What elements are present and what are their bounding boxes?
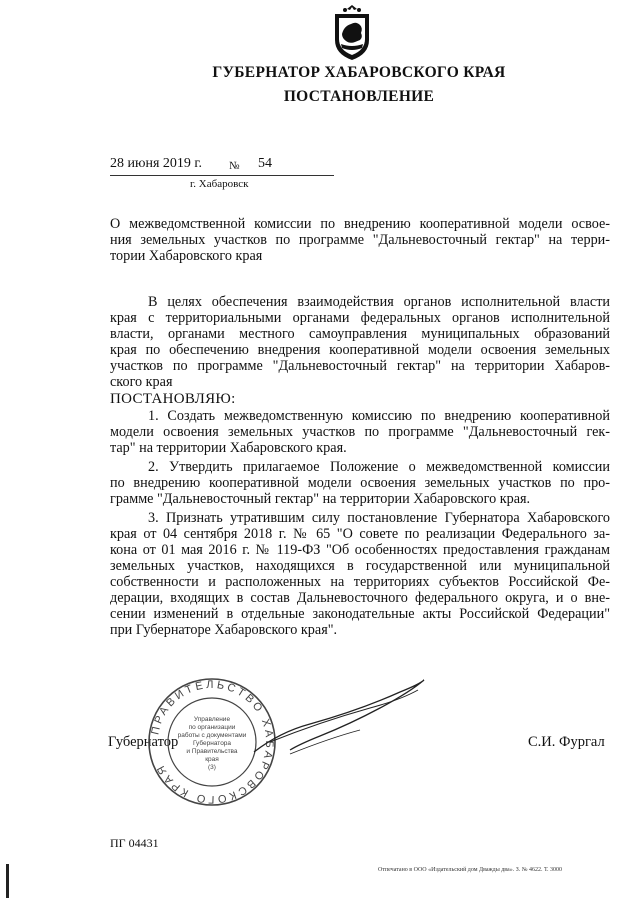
text-line: тар" на территории Хабаровского края. bbox=[110, 440, 347, 456]
text-line: модели освоения земельных участков по программе "Дальневосточный гек- bbox=[110, 424, 610, 440]
city: г. Хабаровск bbox=[190, 178, 249, 190]
decree-word: ПОСТАНОВЛЯЮ: bbox=[110, 391, 236, 407]
number-sign: № bbox=[229, 160, 240, 172]
text-line: при Губернаторе Хабаровского края". bbox=[110, 622, 338, 638]
text-line: сении изменений в отдельные законодательные акты Российской Федерации" bbox=[110, 606, 610, 622]
text-line: 3. Признать утратившим силу постановление Губернатора Хабаровского bbox=[148, 510, 610, 526]
text-line: 2. Утвердить прилагаемое Положение о межведомственной комиссии bbox=[148, 459, 610, 475]
text-line: В целях обеспечения взаимодействия органов исполнительной власти bbox=[148, 294, 610, 310]
text-line: собственности и расположенных на территориях субъектов Российской Фе- bbox=[110, 574, 610, 590]
document-date: 28 июня 2019 г. bbox=[110, 156, 203, 171]
signatory-position: Губернатор bbox=[108, 734, 179, 750]
text-line: по внедрению кооперативной модели освоения земельных участков по про- bbox=[110, 475, 610, 491]
svg-text:края: края bbox=[205, 756, 219, 763]
text-line: власти, органами местного самоуправления муниципальных образований bbox=[110, 326, 610, 342]
text-line: грамме "Дальневосточный гектар" на территории Хабаровского края. bbox=[110, 491, 531, 507]
document-code: ПГ 04431 bbox=[110, 836, 159, 850]
svg-text:(3): (3) bbox=[208, 764, 216, 771]
document-type: ПОСТАНОВЛЕНИЕ bbox=[283, 88, 435, 105]
authority-title: ГУБЕРНАТОР ХАБАРОВСКОГО КРАЯ bbox=[212, 64, 506, 81]
svg-text:по организации: по организации bbox=[188, 724, 236, 731]
text-line: 1. Создать межведомственную комиссию по внедрению кооперативной bbox=[148, 408, 610, 424]
handwritten-signature bbox=[250, 672, 430, 762]
text-line: края с территориальными органами федеральных органов исполнительной bbox=[110, 310, 610, 326]
item-1 bbox=[110, 408, 610, 456]
item-2 bbox=[110, 459, 610, 507]
subject-line: тории Хабаровского края bbox=[110, 248, 263, 264]
date-number-line bbox=[110, 155, 334, 176]
document-number: 54 bbox=[258, 156, 272, 171]
printer-imprint: Отпечатано в ООО «Издательский дом Дважды два». З. № 4622. Т. 3000 bbox=[378, 867, 563, 873]
svg-text:Губернатора: Губернатора bbox=[192, 740, 232, 747]
signatory-name: С.И. Фургал bbox=[528, 734, 605, 750]
svg-text:и Правительства: и Правительства bbox=[186, 748, 238, 755]
svg-text:работы с документами: работы с документами bbox=[177, 732, 247, 739]
document-subject bbox=[110, 216, 610, 264]
item-3 bbox=[110, 510, 610, 638]
text-line: земельных участков, находящихся в государственной или муниципальной bbox=[110, 558, 610, 574]
text-line: ского края bbox=[110, 374, 173, 390]
svg-text:Управление: Управление bbox=[193, 716, 231, 723]
svg-text:ПРАВИТЕЛЬСТВО ХАБАРОВСКОГО КРА: ПРАВИТЕЛЬСТВО ХАБАРОВСКОГО КРАЯ bbox=[149, 678, 276, 806]
text-line: края по обеспечению внедрения кооперативной модели освоения земельных bbox=[110, 342, 610, 358]
scan-edge-mark bbox=[6, 864, 9, 898]
coat-of-arms-icon bbox=[330, 4, 374, 62]
document-body bbox=[110, 294, 610, 638]
subject-line: ния земельных участков по программе "Дальневосточный гектар" на терри- bbox=[110, 232, 610, 248]
intro-paragraph bbox=[110, 294, 610, 390]
text-line: участков по программе "Дальневосточный гектар" на территории Хабаров- bbox=[110, 358, 610, 374]
subject-line: О межведомственной комиссии по внедрению кооперативной модели освое- bbox=[110, 216, 610, 232]
text-line: края от 04 сентября 2018 г. № 65 "О совете по реализации Федерального за- bbox=[110, 526, 610, 542]
text-line: кона от 01 мая 2016 г. № 119-ФЗ "Об особенностях предоставления гражданам bbox=[110, 542, 610, 558]
text-line: дерации, входящих в состав Дальневосточного федерального округа, и о вне- bbox=[110, 590, 610, 606]
